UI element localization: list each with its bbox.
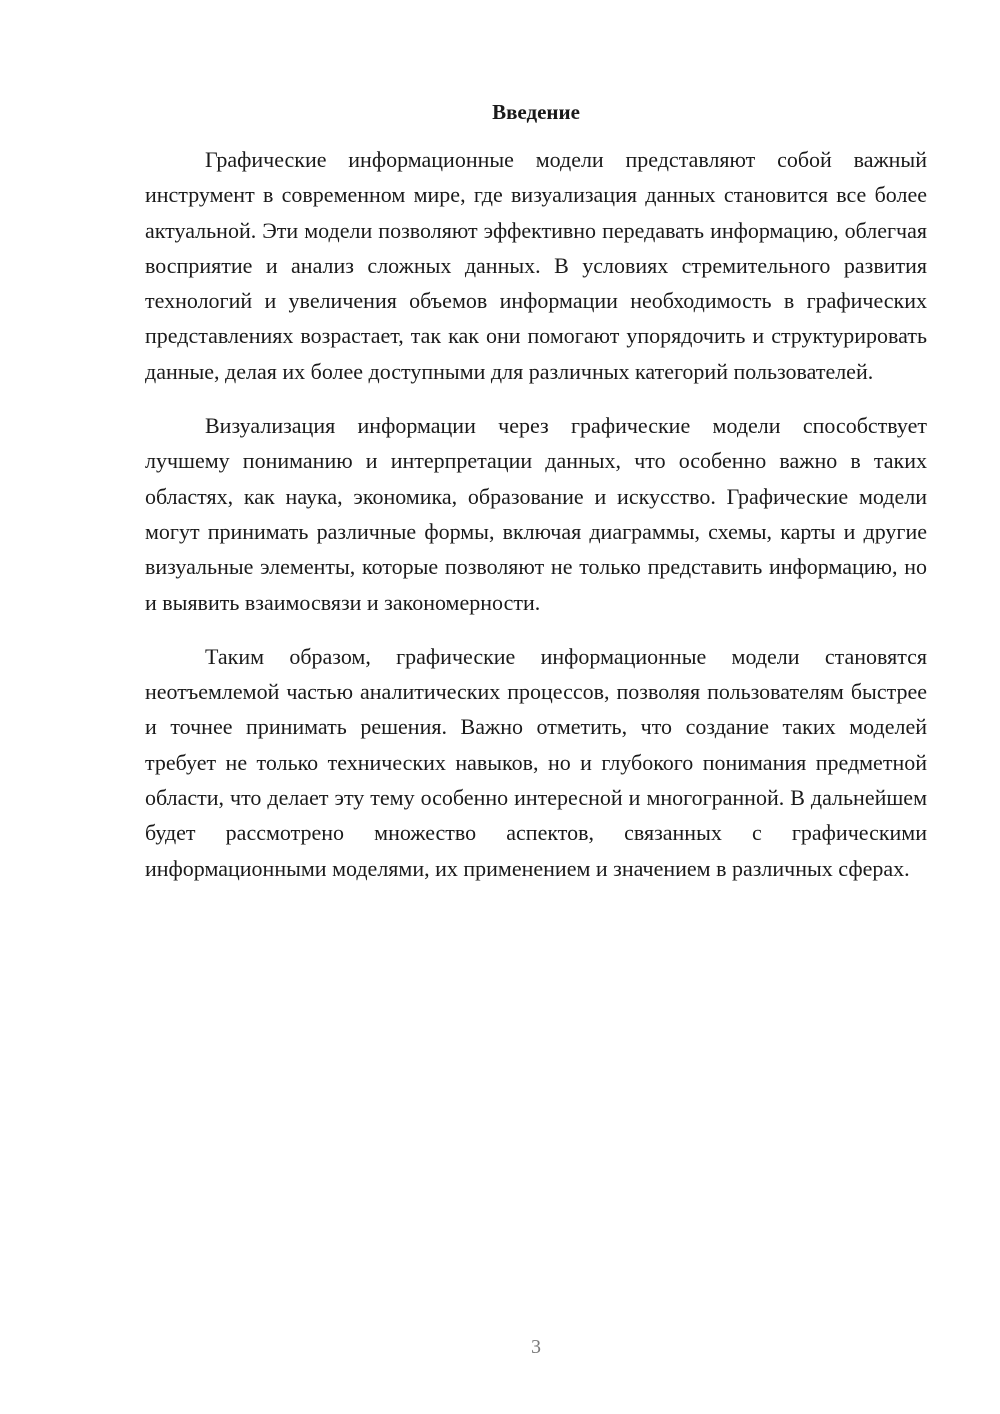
paragraph-1: Графические информационные модели представляют собой важный инструмент в современном мире, где визуализация данных становится все более актуальной. Эти модели позволяют эффективно передавать информацию, облегчая восприятие и анализ сложных данных. В условиях стремительного развития технологий и увеличения объемов информации необходимость в графических представлениях возрастает, так как они помогают упорядочить и структурировать данные, делая их более доступными для различных категорий пользователей. xyxy=(145,147,927,384)
paragraph-2: Визуализация информации через графические модели способствует лучшему пониманию и интерпретации данных, что особенно важно в таких областях, как наука, экономика, образование и искусство. Графические модели могут принимать различные формы, включая диаграммы, схемы, карты и другие визуальные элементы, которые позволяют не только представить информацию, но и выявить взаимосвязи и закономерности. xyxy=(145,413,927,615)
paragraph-3: Таким образом, графические информационные модели становятся неотъемлемой частью аналитических процессов, позволяя пользователям быстрее и точнее принимать решения. Важно отметить, что создание таких моделей требует не только технических навыков, но и глубокого понимания предметной области, что делает эту тему особенно интересной и многогранной. В дальнейшем будет рассмотрено множество аспектов, связанных с графическими информационными моделями, их применением и значением в различных сферах. xyxy=(145,643,927,881)
body-text xyxy=(145,142,927,905)
page-title: Введение xyxy=(492,100,580,124)
page-number: 3 xyxy=(531,1336,541,1358)
